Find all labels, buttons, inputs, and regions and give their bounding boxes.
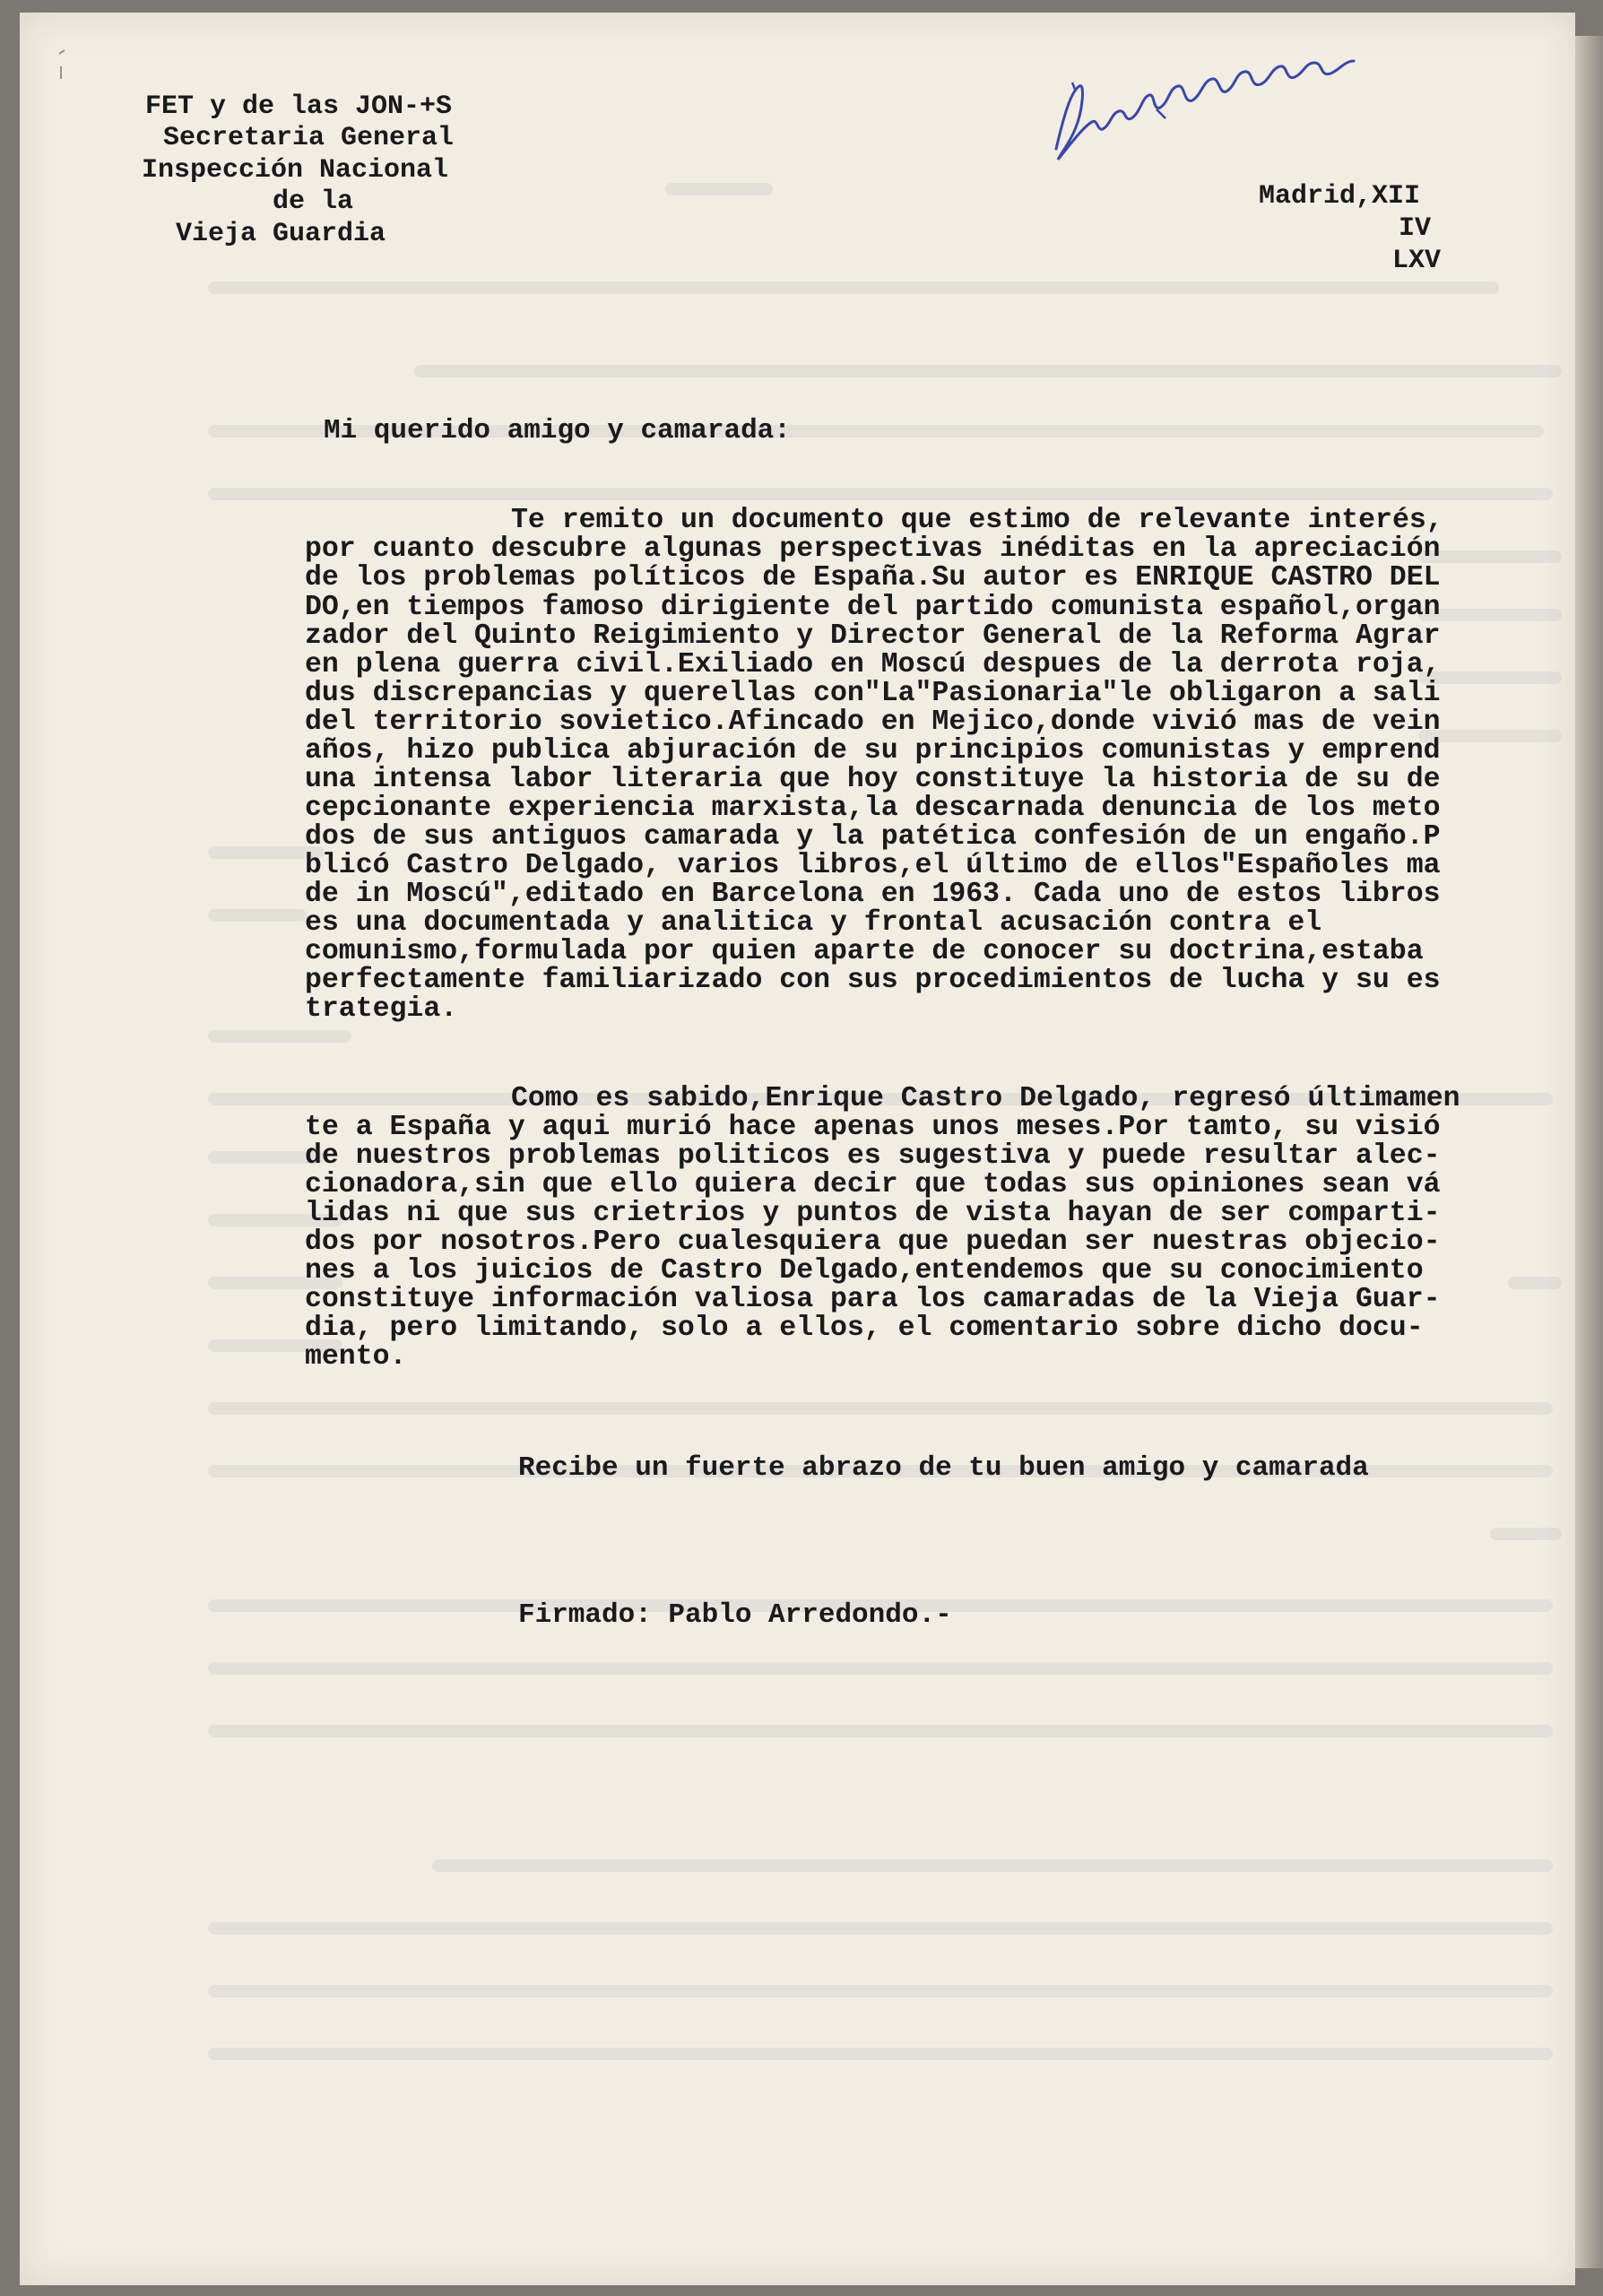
date-month: IV (1399, 213, 1432, 244)
body-line: mento. (305, 1341, 407, 1373)
greeting: Mi querido amigo y camarada: (324, 415, 791, 446)
body-line: constituye información valiosa para los camaradas de la Vieja Guar- (305, 1284, 1441, 1315)
page-edge (1575, 36, 1603, 2268)
letterhead-line: Inspección Nacional (142, 155, 449, 186)
date-year: LXV (1392, 246, 1442, 276)
body-line: Como es sabido,Enrique Castro Delgado, regresó últimamen (511, 1083, 1460, 1114)
document-page (20, 13, 1575, 2285)
body-line: años, hizo publica abjuración de su principios comunistas y emprend (305, 735, 1441, 767)
body-line: comunismo,formulada por quien aparte de conocer su doctrina,estaba (305, 936, 1424, 967)
body-line: de nuestros problemas politicos es sugestiva y puede resultar alec- (305, 1140, 1441, 1172)
body-line: dia, pero limitando, solo a ellos, el comentario sobre dicho docu- (305, 1313, 1424, 1344)
body-line: dos por nosotros.Pero cualesquiera que puedan ser nuestras objecio- (305, 1226, 1441, 1258)
body-line: por cuanto descubre algunas perspectivas inéditas en la apreciación (305, 533, 1441, 565)
body-line: dos de sus antiguos camarada y la patética confesión de un engaño.P (305, 821, 1441, 853)
body-line: trategia. (305, 993, 458, 1025)
body-line: lidas ni que sus crietrios y puntos de vista hayan de ser comparti- (305, 1198, 1441, 1229)
body-line: te a España y aqui murió hace apenas unos meses.Por tamto, su visió (305, 1112, 1441, 1143)
body-line: del territorio sovietico.Afincado en Mejico,donde vivió mas de vein (305, 706, 1441, 738)
body-line: es una documentada y analitica y frontal acusación contra el (305, 907, 1322, 939)
body-line: de in Moscú",editado en Barcelona en 1963. Cada uno de estos libros (305, 879, 1441, 910)
body-line: perfectamente familiarizado con sus procedimientos de lucha y su es (305, 965, 1441, 996)
body-line: cionadora,sin que ello quiera decir que todas sus opiniones sean vá (305, 1169, 1441, 1200)
letterhead-line: Vieja Guardia (176, 219, 386, 249)
closing-line: Recibe un fuerte abrazo de tu buen amigo y camarada (518, 1452, 1369, 1484)
date-place: Madrid,XII (1259, 181, 1421, 212)
body-line: cepcionante experiencia marxista,la descarnada denuncia de los meto (305, 793, 1441, 824)
body-line: nes a los juicios de Castro Delgado,entendemos que su conocimiento (305, 1255, 1424, 1287)
body-line: dus discrepancias y querellas con"La"Pasionaria"le obligaron a sali (305, 678, 1441, 709)
body-line: blicó Castro Delgado, varios libros,el último de ellos"Españoles ma (305, 850, 1441, 881)
body-line: DO,en tiempos famoso dirigiente del partido comunista español,organ (305, 592, 1441, 623)
body-line: una intensa labor literaria que hoy constituye la historia de su de (305, 764, 1441, 795)
body-line: en plena guerra civil.Exiliado en Moscú despues de la derrota roja, (305, 649, 1441, 680)
corner-mark-icon (56, 48, 74, 84)
body-line: Te remito un documento que estimo de relevante interés, (511, 505, 1443, 536)
signed-by: Firmado: Pablo Arredondo.- (518, 1599, 952, 1631)
body-line: zador del Quinto Reigimiento y Director General de la Reforma Agrar (305, 620, 1441, 652)
body-line: de los problemas políticos de España.Su autor es ENRIQUE CASTRO DEL (305, 562, 1441, 593)
handwritten-signature (1049, 56, 1372, 172)
letterhead-line: FET y de las JON-+S (145, 91, 453, 122)
letterhead-line: Secretaria General (163, 123, 455, 153)
letterhead-line: de la (273, 186, 354, 217)
